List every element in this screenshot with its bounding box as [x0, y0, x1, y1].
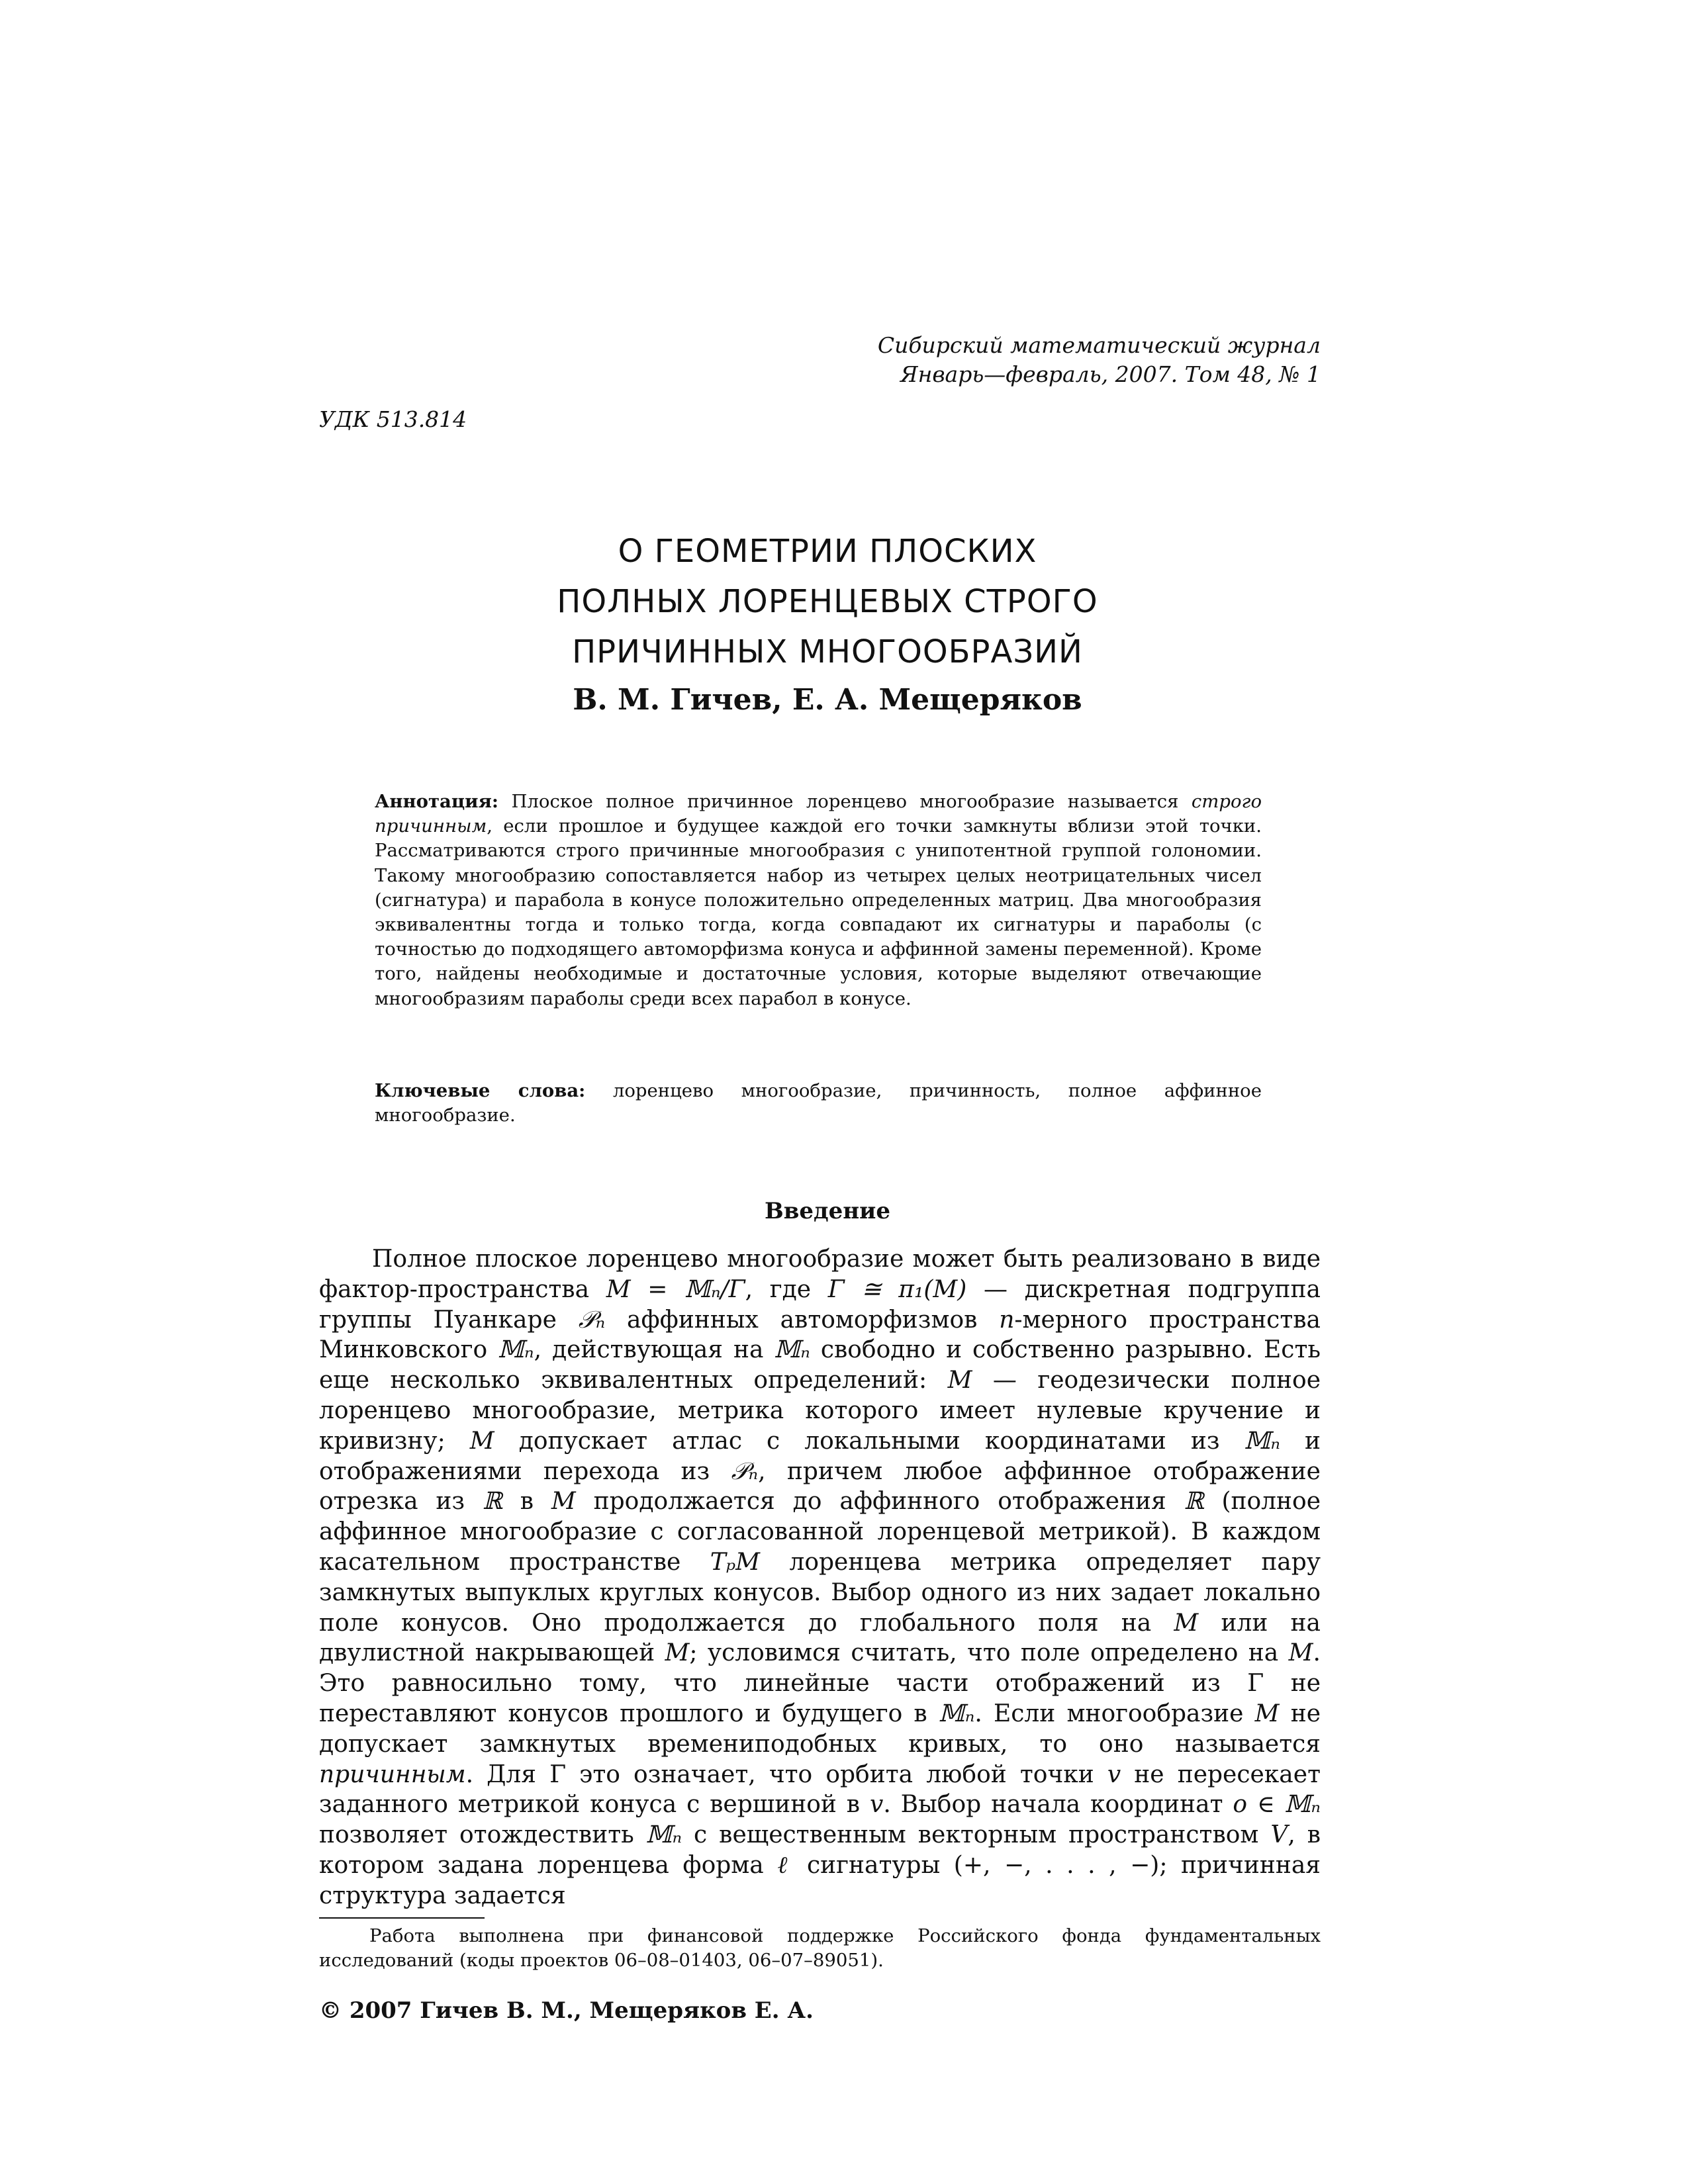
formula: v [1107, 1760, 1121, 1788]
formula: 𝕄ₙ [1244, 1427, 1280, 1455]
formula: 𝒫ₙ [731, 1457, 759, 1485]
formula: M [469, 1427, 494, 1455]
authors: В. М. Гичев, Е. А. Мещеряков [573, 683, 1082, 717]
formula: 𝕄ₙ [645, 1821, 682, 1849]
abstract-text: Плоское полное причинное лоренцево многообразие называется [498, 791, 1192, 812]
formula: v [869, 1791, 884, 1819]
keywords [375, 1079, 1262, 1128]
formula: M [947, 1367, 972, 1394]
abstract-emphasis: строго причинным [375, 791, 1262, 837]
formula: M [551, 1488, 576, 1516]
formula: M [1254, 1700, 1280, 1727]
abstract-text: , если прошлое и будущее каждой его точки замкнуты вблизи этой точки. Рассматриваются строго причинные многообразия с унипотентной группой голономии. Такому многообразию сопоставляется набор из четырех целых неотрицательных чисел (сигнатура) и парабола в конусе положительно определенных матриц. Два многообразия эквивалентны тогда и только тогда, когда совпадают их сигнатуры и параболы (с точностью до подходящего автоморфизма конуса и аффинной замены переменной). Кроме того, найдены необходимые и достаточные условия, которые выделяют отвечающие многообразиям параболы среди всех парабол в конусе. [375, 815, 1262, 1009]
journal-name: Сибирский математический журнал [877, 332, 1321, 358]
introduction-paragraph: Полное плоское лоренцево многообразие может быть реализовано в виде фактор-пространства M = 𝕄ₙ/Γ, где Γ ≅ π₁(M) — дискретная подгруппа группы Пуанкаре 𝒫ₙ аффинных автоморфизмов n-мерного пространства Минковского 𝕄ₙ, действующая на 𝕄ₙ свободно и собственно разрывно. Есть еще несколько эквивалентных определений: M — геодезически полное лоренцево многообразие, метрика которого имеет нулевые кручение и кривизну; M допускает атлас с локальными координатами из 𝕄ₙ и отображениями перехода из 𝒫ₙ, причем любое аффинное отображение отрезка из ℝ в M продолжается до аффинного отображения ℝ (полное аффинное многообразие с согласованной лоренцевой метрикой). В каждом касательном пространстве TₚM лоренцева метрика определяет пару замкнутых выпуклых круглых конусов. Выбор одного из них задает локально поле конусов. Оно продолжается до глобального поля на M или на двулистной накрывающей M; условимся считать, что поле определено на M. Это равносильно тому, что линейные части отображений из Γ не переставляют конусов прошлого и будущего в 𝕄ₙ. Если многообразие M не допускает замкнутых времениподобных кривых, то оно называется причинным. Для Γ это означает, что орбита любой точки v не пересекает заданного метрикой конуса с вершиной в v. Выбор начала координат o ∈ 𝕄ₙ позволяет отождествить 𝕄ₙ с вещественным векторным пространством V, в котором задана лоренцева форма ℓ сигнатуры (+, −, . . . , −); причинная структура задается [319, 1246, 1321, 1909]
title-line: О ГЕОМЕТРИИ ПЛОСКИХ [618, 533, 1037, 570]
formula: M [665, 1639, 690, 1667]
formula: 𝕄ₙ [938, 1700, 975, 1727]
formula: Γ ≅ π₁(M) [827, 1275, 967, 1303]
title-line: ПРИЧИННЫХ МНОГООБРАЗИЙ [572, 633, 1083, 670]
formula: n [999, 1306, 1015, 1334]
formula: M [1288, 1639, 1313, 1667]
formula: ℝ [1184, 1488, 1204, 1516]
formula: M [1174, 1609, 1199, 1637]
keywords-text: лоренцево многообразие, причинность, полное аффинное многообразие. [375, 1080, 1262, 1126]
footnote: Работа выполнена при финансовой поддержке Российского фонда фундаментальных исследований (коды проектов 06–08–01403, 06–07–89051). [319, 1925, 1321, 1972]
udk-code: УДК 513.814 [319, 406, 467, 432]
keywords-label: Ключевые слова: [375, 1080, 586, 1101]
formula: M = 𝕄ₙ/Γ [606, 1275, 745, 1303]
journal-issue: Январь—февраль, 2007. Том 48, № 1 [900, 361, 1321, 387]
formula: 𝕄ₙ [498, 1336, 534, 1364]
formula: V [1270, 1821, 1288, 1849]
formula: ℝ [482, 1488, 502, 1516]
formula: o ∈ 𝕄ₙ [1233, 1791, 1321, 1819]
copyright: © 2007 Гичев В. М., Мещеряков Е. А. [319, 1997, 814, 2024]
formula: ℓ [777, 1851, 794, 1879]
title-line: ПОЛНЫХ ЛОРЕНЦЕВЫХ СТРОГО [557, 583, 1098, 620]
abstract-label: Аннотация: [375, 791, 499, 812]
footnote-rule [319, 1917, 485, 1919]
formula: 𝒫ₙ [578, 1306, 606, 1334]
paper-title [331, 526, 1324, 677]
formula: (+, −, . . . , −) [953, 1851, 1160, 1879]
section-title: Введение [764, 1198, 891, 1224]
emphasis: причинным [319, 1760, 466, 1788]
formula: 𝕄ₙ [774, 1336, 810, 1364]
formula: TₚM [710, 1548, 761, 1576]
abstract [375, 790, 1262, 1011]
journal-header [728, 331, 1321, 389]
